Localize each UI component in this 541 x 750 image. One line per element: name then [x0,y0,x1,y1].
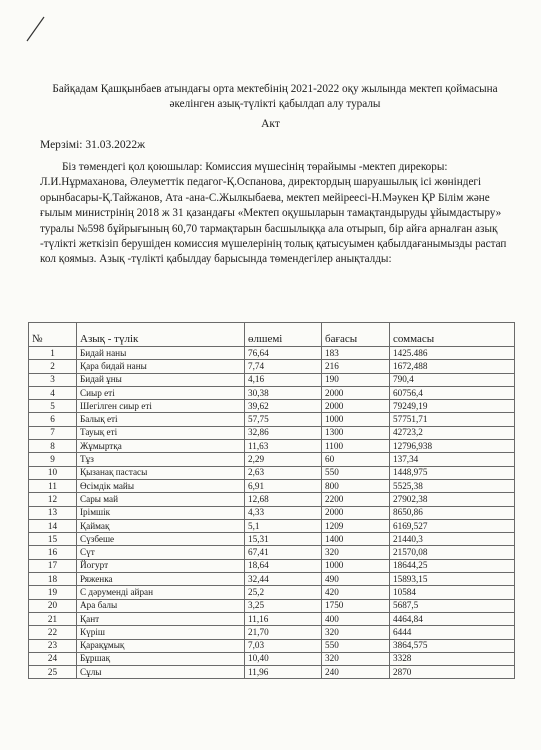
cell-product: Тұз [77,453,245,466]
cell-sum: 42723,2 [390,426,515,439]
cell-sum: 21570,08 [390,546,515,559]
table-row [29,493,515,506]
cell-number: 17 [29,559,77,572]
cell-price: 2000 [322,386,390,399]
cell-sum: 6444 [390,626,515,639]
table-row [29,400,515,413]
cell-product: Қызанақ пастасы [77,466,245,479]
cell-quantity: 4,16 [245,373,322,386]
cell-price: 1000 [322,413,390,426]
table-row [29,652,515,665]
cell-product: Йогурт [77,559,245,572]
cell-number: 23 [29,639,77,652]
cell-quantity: 7,03 [245,639,322,652]
cell-price: 550 [322,466,390,479]
cell-product: Жұмыртқа [77,440,245,453]
cell-product: С дәруменді айран [77,586,245,599]
cell-sum: 12796,938 [390,440,515,453]
table-row [29,479,515,492]
cell-quantity: 21,70 [245,626,322,639]
cell-product: Балық еті [77,413,245,426]
cell-product: Бидай ұны [77,373,245,386]
cell-price: 1300 [322,426,390,439]
cell-sum: 79249,19 [390,400,515,413]
header-quantity: өлшемі [245,323,322,347]
cell-product: Қант [77,612,245,625]
header-price: бағасы [322,323,390,347]
cell-quantity: 32,86 [245,426,322,439]
body-paragraph: Біз төмендегі қол қоюшылар: Комиссия мүшесінің төрайымы -мектеп дирекоры: Л.И.Нұрмаханова, Әлеуметтік педагог-Қ.Оспанова, директордың шаруашылық ісі жөніндегі орынбасары-Қ.Тайжанов, Ата -ана-С.Жылкыбаева, мектеп мейіреесі-Н.Мәукен ҚР Білім және ғылым министрінің 2018 ж 31 қазандағы «Мектеп оқушыларын тамақтандыруды ұйымдастыру» туралы №598 бұйрығының 60,70 тармақтарын басшылыққа ала отырып, бір айға арналған азық -түлікті жеткізіп берушіден комиссия мүшелерінің толық қатысуымен қабылдағанымызды растап кол қоямыз. Азық -түлікті қабылдау барысында төмендегілер анықталды: [40,161,507,266]
cell-sum: 21440,3 [390,533,515,546]
cell-quantity: 32,44 [245,573,322,586]
cell-sum: 5525,38 [390,479,515,492]
cell-product: Шегілген сиыр еті [77,400,245,413]
cell-price: 60 [322,453,390,466]
header-sum: соммасы [390,323,515,347]
goods-table [28,322,515,679]
table-row [29,639,515,652]
cell-price: 1750 [322,599,390,612]
cell-price: 490 [322,573,390,586]
table-row [29,573,515,586]
table-row [29,559,515,572]
cell-product: Қарақұмық [77,639,245,652]
cell-sum: 3328 [390,652,515,665]
cell-product: Қаймақ [77,519,245,532]
cell-price: 1100 [322,440,390,453]
cell-number: 24 [29,652,77,665]
header-number: № [29,323,77,347]
cell-number: 12 [29,493,77,506]
cell-quantity: 57,75 [245,413,322,426]
cell-quantity: 18,64 [245,559,322,572]
cell-number: 13 [29,506,77,519]
cell-sum: 2870 [390,666,515,679]
table-row [29,599,515,612]
cell-price: 800 [322,479,390,492]
cell-number: 15 [29,533,77,546]
cell-sum: 10584 [390,586,515,599]
table-row [29,440,515,453]
table-row [29,586,515,599]
cell-number: 7 [29,426,77,439]
cell-number: 20 [29,599,77,612]
cell-sum: 60756,4 [390,386,515,399]
table-row [29,519,515,532]
cell-price: 240 [322,666,390,679]
table-row [29,453,515,466]
cell-sum: 27902,38 [390,493,515,506]
cell-price: 400 [322,612,390,625]
table-row [29,466,515,479]
cell-sum: 137,34 [390,453,515,466]
cell-price: 320 [322,652,390,665]
cell-sum: 1425.486 [390,347,515,360]
cell-number: 14 [29,519,77,532]
cell-number: 11 [29,479,77,492]
cell-product: Сиыр еті [77,386,245,399]
cell-quantity: 4,33 [245,506,322,519]
cell-sum: 6169,527 [390,519,515,532]
table-row [29,612,515,625]
cell-sum: 1448,975 [390,466,515,479]
cell-number: 25 [29,666,77,679]
cell-price: 320 [322,626,390,639]
cell-price: 2200 [322,493,390,506]
cell-sum: 15893,15 [390,573,515,586]
cell-number: 6 [29,413,77,426]
cell-product: Ірімшік [77,506,245,519]
cell-quantity: 6,91 [245,479,322,492]
cell-number: 19 [29,586,77,599]
cell-number: 21 [29,612,77,625]
cell-number: 4 [29,386,77,399]
cell-sum: 790,4 [390,373,515,386]
cell-sum: 4464,84 [390,612,515,625]
document-date: Мерзімі: 31.03.2022ж [40,139,146,151]
cell-number: 10 [29,466,77,479]
cell-quantity: 30,38 [245,386,322,399]
cell-quantity: 11,96 [245,666,322,679]
cell-product: Сұлы [77,666,245,679]
cell-product: Сары май [77,493,245,506]
cell-product: Сүт [77,546,245,559]
cell-number: 2 [29,360,77,373]
cell-price: 1400 [322,533,390,546]
document-type-heading: Акт [261,118,280,130]
cell-quantity: 10,40 [245,652,322,665]
cell-quantity: 76,64 [245,347,322,360]
cell-quantity: 39,62 [245,400,322,413]
cell-quantity: 67,41 [245,546,322,559]
cell-sum: 18644,25 [390,559,515,572]
table-row [29,426,515,439]
cell-product: Бидай наны [77,347,245,360]
table-header-row [29,323,515,347]
cell-price: 190 [322,373,390,386]
cell-quantity: 25,2 [245,586,322,599]
cell-product: Сүзбеше [77,533,245,546]
cell-price: 320 [322,546,390,559]
cell-price: 420 [322,586,390,599]
table-row [29,347,515,360]
table-row [29,533,515,546]
table-row [29,386,515,399]
table-row [29,666,515,679]
cell-product: Күріш [77,626,245,639]
table-row [29,626,515,639]
cell-product: Ара балы [77,599,245,612]
cell-product: Өсімдік майы [77,479,245,492]
cell-number: 18 [29,573,77,586]
table-row [29,546,515,559]
cell-price: 2000 [322,506,390,519]
cell-quantity: 11,63 [245,440,322,453]
cell-price: 216 [322,360,390,373]
cell-product: Бұршақ [77,652,245,665]
header-product: Азық - түлік [77,323,245,347]
cell-sum: 57751,71 [390,413,515,426]
cell-number: 3 [29,373,77,386]
document-title: Байқадам Қашқынбаев атындағы орта мектебінің 2021-2022 оқу жылында мектеп қоймасына әкелінген азық-түлікті қабылдап алу туралы [52,83,498,110]
cell-quantity: 12,68 [245,493,322,506]
cell-price: 183 [322,347,390,360]
cell-price: 550 [322,639,390,652]
cell-number: 1 [29,347,77,360]
cell-number: 22 [29,626,77,639]
handwritten-slash-mark [24,16,46,42]
cell-product: Қара бидай наны [77,360,245,373]
cell-quantity: 11,16 [245,612,322,625]
cell-product: Ряженка [77,573,245,586]
cell-number: 9 [29,453,77,466]
cell-sum: 3864,575 [390,639,515,652]
cell-number: 5 [29,400,77,413]
cell-sum: 8650,86 [390,506,515,519]
cell-price: 1209 [322,519,390,532]
table-row [29,373,515,386]
cell-number: 16 [29,546,77,559]
cell-quantity: 15,31 [245,533,322,546]
cell-price: 1000 [322,559,390,572]
cell-sum: 5687,5 [390,599,515,612]
cell-number: 8 [29,440,77,453]
table-row [29,413,515,426]
cell-quantity: 2,29 [245,453,322,466]
cell-quantity: 5,1 [245,519,322,532]
cell-quantity: 7,74 [245,360,322,373]
cell-quantity: 2,63 [245,466,322,479]
table-body [29,347,515,679]
table-row [29,360,515,373]
table-row [29,506,515,519]
cell-sum: 1672,488 [390,360,515,373]
cell-product: Тауық еті [77,426,245,439]
cell-quantity: 3,25 [245,599,322,612]
cell-price: 2000 [322,400,390,413]
